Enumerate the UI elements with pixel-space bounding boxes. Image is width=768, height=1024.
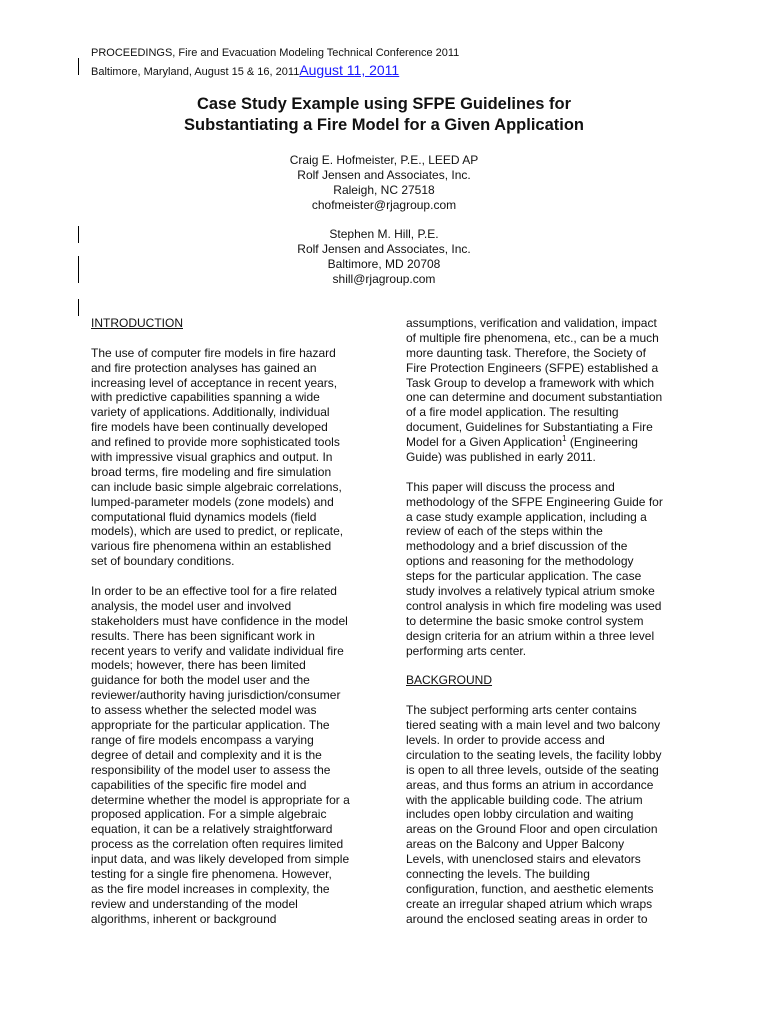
paper-title (0, 94, 768, 136)
text-line: design criteria for an atrium within a three level (406, 628, 655, 643)
paragraph (406, 480, 681, 659)
text-line: methodology and a brief discussion of the (406, 539, 628, 554)
text-line: models), which are used to predict, or replicate, (91, 524, 344, 539)
text-line: more daunting task. Therefore, the Society of (406, 345, 646, 360)
text-line: The subject performing arts center contains (406, 703, 637, 718)
text-line: responsibility of the model user to assess the (91, 762, 331, 777)
text-line: degree of detail and complexity and it is the (91, 747, 322, 762)
text-line: process as the correlation often requires limited (91, 837, 344, 852)
conference-location-line (91, 62, 459, 81)
title-line-1: Case Study Example using SFPE Guidelines for (196, 95, 572, 113)
title-line-2: Substantiating a Fire Model for a Given Application (183, 116, 584, 134)
text-line: one can determine and document substantiation (406, 390, 663, 405)
tracked-change-date: August 11, 2011 (299, 62, 400, 78)
text-line: review and understanding of the model (91, 896, 298, 911)
text-line: assumptions, verification and validation, impact (406, 316, 657, 330)
author-email: shill@rjagroup.com (332, 272, 436, 286)
text-line: Guide) was published in early 2011. (406, 450, 596, 465)
text-line: areas on the Ground Floor and open circulation (406, 822, 658, 837)
text-line: levels. In order to provide access and (406, 732, 605, 747)
text-line: recent years to verify and validate individual fire (91, 643, 344, 658)
text-line: around the enclosed seating areas in order to (406, 911, 648, 926)
text-line: review of each of the steps within the (406, 524, 603, 539)
text-line: as the fire model increases in complexity, the (91, 881, 330, 896)
change-bar (78, 58, 79, 75)
text-line: input data, and was likely developed from simple (91, 852, 350, 867)
text-line: broad terms, fire modeling and fire simulation (91, 464, 332, 479)
section-heading-introduction: INTRODUCTION (91, 316, 183, 330)
text-line: reviewer/authority having jurisdiction/consumer (91, 688, 341, 703)
text-line: study involves a relatively typical atrium smoke (406, 584, 655, 599)
paragraph-line-with-footnote (406, 435, 681, 450)
guide-title-text: Model for a Given Application (406, 435, 563, 450)
text-line: to assess whether the selected model was (91, 703, 317, 718)
author-name: Craig E. Hofmeister, P.E., LEED AP (289, 153, 479, 167)
text-line: to determine the basic smoke control system (406, 613, 644, 628)
footnote-marker: 1 (562, 434, 567, 444)
text-line: variety of applications. Additionally, individual (91, 405, 330, 420)
author-block-2 (0, 227, 768, 287)
text-line: performing arts center. (406, 643, 527, 658)
text-line: connecting the levels. The building (406, 866, 590, 881)
text-line: stakeholders must have confidence in the model (91, 613, 348, 628)
change-bar (78, 299, 79, 316)
text-line: equation, it can be a relatively straightforward (91, 822, 333, 837)
text-line: fire models have been continually developed (91, 420, 328, 435)
text-line: results. There has been significant work in (91, 628, 315, 643)
conference-name: PROCEEDINGS, Fire and Evacuation Modeling Technical Conference 2011 (91, 47, 460, 59)
text-line: configuration, function, and aesthetic elements (406, 881, 654, 896)
paragraph (91, 584, 366, 926)
author-name: Stephen M. Hill, P.E. (329, 227, 439, 241)
author-company: Rolf Jensen and Associates, Inc. (297, 242, 471, 256)
author-city: Baltimore, MD 20708 (327, 257, 441, 271)
author-email: chofmeister@rjagroup.com (311, 198, 457, 212)
text-line: circulation to the seating levels, the facility lobby (406, 747, 662, 762)
text-line: lumped-parameter models (zone models) and (91, 494, 334, 509)
text-line: proposed application. For a simple algebraic (91, 807, 327, 822)
text-line: algorithms, inherent or background (91, 911, 277, 926)
text-line: increasing level of acceptance in recent years, (91, 375, 338, 390)
text-line: with impressive visual graphics and output. In (91, 450, 333, 465)
text-line: guidance for both the model user and the (91, 673, 310, 688)
text-line: various fire phenomena within an established (91, 539, 332, 554)
right-column (406, 316, 681, 927)
text-line: with predictive capabilities spanning a wide (91, 390, 320, 405)
text-line: In order to be an effective tool for a fire related (91, 584, 337, 599)
paragraph (406, 703, 681, 926)
conference-header (91, 45, 459, 81)
author-city: Raleigh, NC 27518 (333, 183, 435, 197)
text-line: control analysis in which fire modeling was used (406, 598, 662, 613)
text-line: models; however, there has been limited (91, 658, 306, 673)
paragraph (91, 346, 366, 569)
author-company: Rolf Jensen and Associates, Inc. (297, 168, 471, 182)
text-line: and fire protection analyses has gained an (91, 360, 317, 375)
text-line: steps for the particular application. The case (406, 569, 642, 584)
text-line: range of fire models encompass a varying (91, 732, 314, 747)
text-line: and refined to provide more sophisticated tools (91, 435, 340, 450)
text-line: includes open lobby circulation and waiting (406, 807, 634, 822)
text-line: methodology of the SFPE Engineering Guide for (406, 494, 663, 509)
conference-location: Baltimore, Maryland, August 15 & 16, 2011 (91, 66, 300, 78)
paragraph (406, 316, 681, 435)
text-line: testing for a single fire phenomena. However, (91, 866, 332, 881)
text-line: Task Group to develop a framework with which (406, 375, 655, 390)
text-line: of multiple fire phenomena, etc., can be a much (406, 330, 659, 345)
left-column (91, 316, 366, 927)
text-line: computational fluid dynamics models (field (91, 509, 317, 524)
text-line: areas, and thus forms an atrium in accordance (406, 777, 654, 792)
section-heading-background: BACKGROUND (406, 673, 493, 688)
text-line: of a fire model application. The resulting (406, 405, 619, 420)
text-line: document, Guidelines for Substantiating a Fire (406, 420, 653, 435)
text-line: can include basic simple algebraic correlations, (91, 479, 342, 494)
text-line: appropriate for the particular application. The (91, 718, 330, 733)
paragraph (406, 450, 681, 465)
text-line: analysis, the model user and involved (91, 598, 292, 613)
text-line: Levels, with unenclosed stairs and elevators (406, 852, 641, 867)
text-line: tiered seating with a main level and two balcony (406, 718, 661, 733)
text-line: The use of computer fire models in fire hazard (91, 345, 336, 360)
text-line: This paper will discuss the process and (406, 479, 615, 494)
guide-title-suffix: (Engineering (566, 435, 638, 450)
text-line: a case study example application, including a (406, 509, 647, 524)
text-line: capabilities of the specific fire model and (91, 777, 307, 792)
text-line: determine whether the model is appropriate for a (91, 792, 350, 807)
text-line: areas on the Balcony and Upper Balcony (406, 837, 625, 852)
text-line: is open to all three levels, outside of the seating (406, 762, 659, 777)
text-line: with the applicable building code. The atrium (406, 792, 643, 807)
text-line: options and reasoning for the methodology (406, 554, 634, 569)
text-line: Fire Protection Engineers (SFPE) established a (406, 360, 659, 375)
text-line: set of boundary conditions. (91, 554, 235, 569)
author-block-1 (0, 153, 768, 213)
text-line: create an irregular shaped atrium which wraps (406, 896, 653, 911)
